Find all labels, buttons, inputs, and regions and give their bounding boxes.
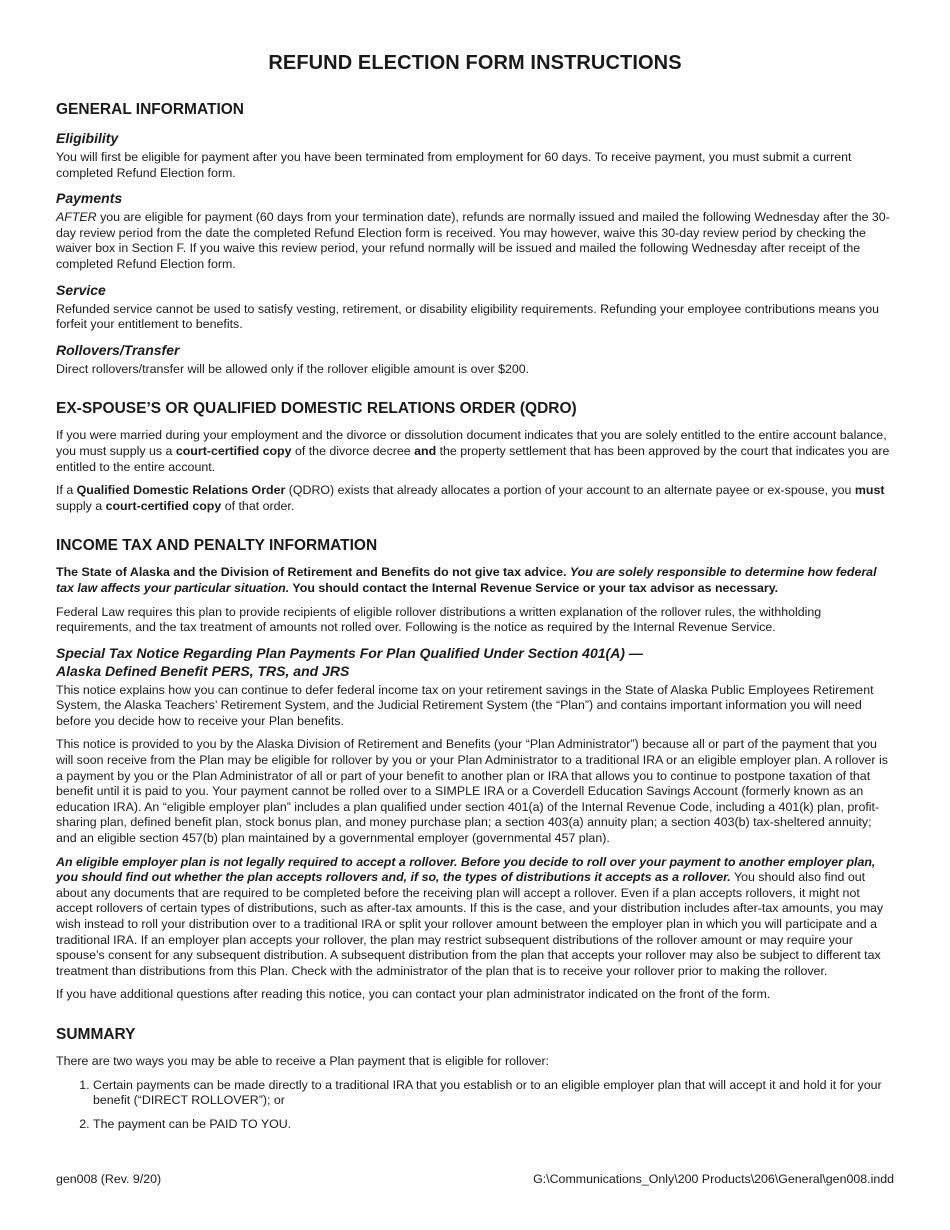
list-item: 1. Certain payments can be made directly to a traditional IRA that you establish or to an eligible employer plan that will accept it and hold it for your benefit (“DIRECT ROLLOVER”); or [93,1078,894,1109]
payments-text: you are eligible for payment (60 days from your termination date), refunds are normally issued and mailed the following Wednesday after the 30-day review period from the date the completed Refund Election form is received. You may however, waive this 30-day review period by checking the waiver box in Section F. If you waive this review period, your refund normally will be issued and mailed the following Wednesday after receipt of the completed Refund Election form. [56,210,890,271]
eligible-employer-plan-emphasis: An eligible employer plan is not legally required to accept a rollover. Before you decide to roll over your payment to another employer plan, you should find out whether the plan accepts rollovers and, if so, the types of distributions it accepts as a rollover. [56,854,876,885]
eligible-employer-plan-text: You should also find out about any documents that are required to be completed before the receiving plan will accept a rollover. Even if a plan accepts rollovers, it might not accept rollovers of certain types of distributions, such as after-tax amounts. If this is the case, and your distribution includes after-tax amounts, you may wish instead to roll your distribution over to a traditional IRA or split your rollover amount between the employer plan in which you will participate and a traditional IRA. If an employer plan accepts your rollover, the plan may restrict subsequent distributions of the rollover amount or may require your spouse’s consent for any subsequent distribution. A subsequent distribution from the plan that accepts your rollover may also be subject to different tax treatment than distributions from this Plan. Check with the administrator of the plan that is to receive your rollover prior to making the rollover. [56,870,884,978]
payments-heading: Payments [56,190,123,207]
qdro-p1-text-a: If you were married during your employment and the divorce or dissolution document indicates that you are solely entitled to the entire account balance, you must supply us a [56,428,887,458]
tax-p1-bold-italic: You are solely responsible to determine how federal tax law affects your particular situation. [56,565,877,595]
special-tax-notice-line-1: Special Tax Notice Regarding Plan Payments For Plan Qualified Under Section 401(A) — [56,644,643,661]
qdro-p2-must: must [854,483,885,498]
document-body [56,48,894,1132]
eligible-employer-plan-paragraph [56,855,894,980]
summary-intro: There are two ways you may be able to receive a Plan payment that is eligible for rollover: [56,1053,550,1068]
income-tax-heading: INCOME TAX AND PENALTY INFORMATION [56,537,378,555]
file-path: G:\Communications_Only\200 Products\206\General\gen008.indd [533,1172,894,1186]
special-tax-notice-line-2: Alaska Defined Benefit PERS, TRS, and JRS [56,662,350,679]
general-information-heading: GENERAL INFORMATION [56,101,245,118]
summary-list [56,1078,894,1133]
tax-advice-paragraph [56,565,894,596]
page-title: REFUND ELECTION FORM INSTRUCTIONS [268,52,682,74]
rollovers-paragraph: Direct rollovers/transfer will be allowed only if the rollover eligible amount is over $200. [56,361,530,376]
tax-p1-bold-end: You should contact the Internal Revenue Service or your tax advisor as necessary. [289,580,779,595]
qdro-p1-text-e: the property settlement that has been approved by the court that indicates you are entitled to the entire account. [56,443,890,474]
qdro-p1-court-certified: court-certified copy [175,443,292,458]
special-tax-notice-heading [56,644,894,680]
qdro-p1-text-c: of the divorce decree [291,443,415,458]
qdro-p2-qdro-term: Qualified Domestic Relations Order [76,483,286,498]
payments-after-emphasis: AFTER [56,210,97,225]
federal-law-paragraph: Federal Law requires this plan to provide recipients of eligible rollover distributions a written explanation of the rollover rules, the withholding requirements, and the tax treatment of amounts not rolled over. Following is the notice as required by the Internal Revenue Service. [56,604,822,635]
page-footer [56,1171,894,1187]
notice-provided-paragraph: This notice is provided to you by the Alaska Division of Retirement and Benefits (your “Plan Administrator”) because all or part of the payment that you will soon receive from the Plan may be eligible for rollover by you or your Plan Administrator to a traditional IRA or an eligible employer plan. A rollover is a payment by you or the Plan Administrator of all or part of your benefit to another plan or IRA that allows you to continue to postpone taxation of that benefit until it is paid to you. Your payment cannot be rolled over to a SIMPLE IRA or a Coverdell Education Savings Account (formerly known as an education IRA). An “eligible employer plan” includes a plan qualified under section 401(a) of the Internal Revenue Code, including a 401(k) plan, profit-sharing plan, defined benefit plan, stock bonus plan, and money purchase plan; a section 403(a) annuity plan; a section 403(b) tax-sheltered annuity; and an eligible section 457(b) plan maintained by a governmental employer (governmental 457 plan). [56,737,888,846]
qdro-paragraph-1 [56,428,894,475]
service-heading: Service [56,281,106,298]
summary-heading: SUMMARY [56,1025,136,1043]
qdro-p1-and: and [414,443,437,458]
list-item: 2. The payment can be PAID TO YOU. [93,1117,894,1133]
qdro-paragraph-2 [56,483,894,514]
additional-questions-paragraph: If you have additional questions after reading this notice, you can contact your plan administrator indicated on the front of the form. [56,987,771,1002]
rollovers-heading: Rollovers/Transfer [56,341,180,358]
service-paragraph: Refunded service cannot be used to satisfy vesting, retirement, or disability eligibility requirements. Refunding your employee contributions means you forfeit your entitlement to benefits. [56,301,880,332]
payments-paragraph [56,210,894,272]
qdro-p2-court-certified: court-certified copy [105,498,222,513]
notice-explains-paragraph: This notice explains how you can continue to defer federal income tax on your retirement savings in the State of Alaska Public Employees Retirement System, the Alaska Teachers’ Retirement System, and the Judicial Retirement System (the “Plan”) and contains important information you will need before you decide how to receive your Plan benefits. [56,682,874,728]
tax-p1-bold: The State of Alaska and the Division of Retirement and Benefits do not give tax advice. [56,565,570,580]
qdro-heading: EX-SPOUSE’S OR QUALIFIED DOMESTIC RELATIONS ORDER (QDRO) [56,400,577,418]
eligibility-heading: Eligibility [56,130,119,146]
qdro-p2-text-g: of that order. [221,498,295,513]
qdro-p2-text-c: (QDRO) exists that already allocates a portion of your account to an alternate payee or ex-spouse, you [285,483,855,498]
qdro-p2-text-a: If a [56,483,77,498]
eligibility-paragraph: You will first be eligible for payment after you have been terminated from employment for 60 days. To receive payment, you must submit a current completed Refund Election form. [56,150,852,180]
form-revision: gen008 (Rev. 9/20) [56,1172,162,1186]
qdro-p2-text-e: supply a [56,498,106,513]
